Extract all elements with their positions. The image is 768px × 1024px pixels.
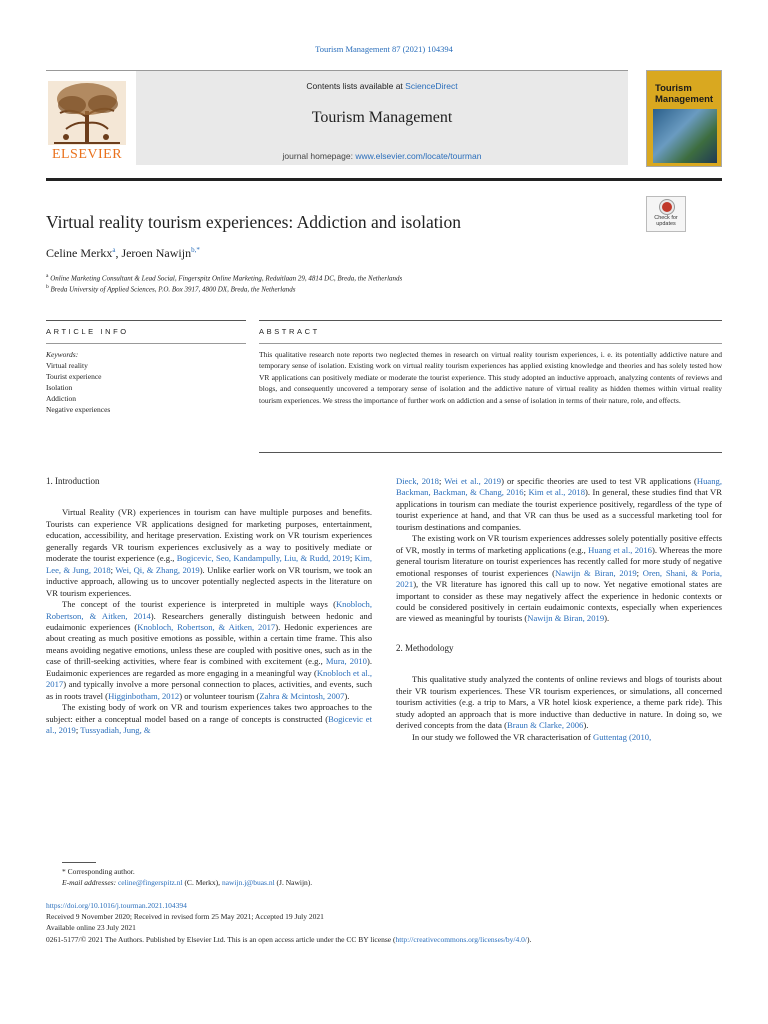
homepage-prefix: journal homepage: (282, 151, 356, 161)
paragraph-text: ). Whereas the more general tourism literature on tourist experiences has recently called for more study of negative emotional responses of tourist experiences ( (396, 544, 723, 578)
abstract-bottom-rule (259, 452, 722, 453)
abstract-rule (259, 320, 722, 321)
paragraph-text: ). (344, 690, 350, 701)
citation-link[interactable]: Kim, Lee, & Jung, 2018 (46, 553, 372, 575)
paragraph-text: ; (523, 487, 529, 498)
keyword: Addiction (46, 394, 76, 403)
body-paragraph (396, 674, 722, 731)
paragraph-text: ). Researchers generally distinguish between hedonic and eudaimonic experiences ( (46, 610, 373, 632)
citation-link[interactable]: Knobloch et al., 2017 (46, 667, 372, 690)
sciencedirect-link[interactable]: ScienceDirect (405, 81, 458, 91)
keywords-label: Keywords: (46, 350, 79, 359)
journal-homepage-link[interactable]: www.elsevier.com/locate/tourman (355, 151, 482, 161)
footnotes (62, 866, 312, 888)
body-column-right (396, 476, 722, 743)
check-for-updates-badge[interactable] (646, 196, 686, 232)
email-owner: (J. Nawijn). (274, 878, 313, 887)
elsevier-wordmark: ELSEVIER (51, 147, 123, 162)
doi-link[interactable]: https://doi.org/10.1016/j.tourman.2021.104394 (46, 901, 187, 910)
email-owner: (C. Merkx), (182, 878, 222, 887)
citation-link[interactable]: Guttentag (2010, (592, 731, 652, 742)
email-label: E-mail addresses: (62, 878, 118, 887)
license-line (46, 934, 726, 945)
paragraph-text: ). Unlike earlier work on VR tourism, we took an inductive approach, allowing us to uncover potentially neglected aspects in the literature on VR tourism experiences. (46, 564, 372, 598)
crossmark-label (647, 215, 685, 227)
body-paragraph (396, 476, 722, 533)
citation-link[interactable]: Huang, Backman, Backman, & Chang, 2016 (396, 476, 722, 498)
paragraph-text: ; (349, 553, 355, 564)
author-list (46, 246, 200, 261)
email-link[interactable]: celine@fingerspitz.nl (117, 878, 183, 887)
paragraph-text: ), the VR literature has ignored this call up to now. Yet negative emotional states are important to consider as these may negatively affect the experience in hedonic contexts or could be considered positively in certain eudaimonic contexts, especially when experiences are viewed as meaningful by tourists ( (396, 579, 722, 624)
body-paragraph (396, 533, 722, 625)
section-heading-methodology: 2. Methodology (396, 642, 454, 653)
citation-link[interactable]: Nawijn & Biran, 2019 (527, 613, 605, 624)
paragraph-text: The existing work on VR tourism experiences addresses solely potentially positive effects of VR, mostly in terms of marketing applications (e.g., (396, 533, 722, 555)
keyword: Isolation (46, 383, 73, 392)
body-paragraph (396, 732, 722, 743)
received-dates: Received 9 November 2020; Received in revised form 25 May 2021; Accepted 19 July 2021 (46, 912, 324, 922)
citation-link[interactable]: Mura, 2010 (325, 656, 367, 667)
author-name[interactable]: Celine Merkx (46, 246, 113, 260)
citation-link[interactable]: Bogicevic, Seo, Kandampully, Liu, & Rudd, 2019 (176, 553, 350, 564)
crossmark-label-line2: updates (656, 221, 676, 227)
body-paragraph (46, 599, 372, 702)
cover-title-line1: Tourism (655, 83, 692, 94)
paragraph-text: ; (110, 564, 116, 575)
citation-link[interactable]: Dieck, 2018 (396, 476, 439, 486)
contents-line (136, 81, 628, 91)
body-column-left (46, 476, 372, 737)
available-online: Available online 23 July 2021 (46, 923, 136, 933)
author-affiliation-mark[interactable]: b,* (191, 246, 200, 254)
section-heading-introduction: 1. Introduction (46, 476, 100, 486)
abstract-heading: ABSTRACT (259, 327, 320, 336)
keyword: Virtual reality (46, 361, 88, 370)
paragraph-text: ). Eudaimonic experiences are regarded as more engaging in a meaningful way ( (46, 656, 372, 678)
citation-link[interactable]: Tussyadiah, Jung, & (80, 725, 151, 736)
affiliation-b (46, 284, 295, 293)
article-title: Virtual reality tourism experiences: Addiction and isolation (46, 212, 461, 232)
citation-link[interactable]: Huang et al., 2016 (588, 544, 652, 555)
license-link[interactable]: http://creativecommons.org/licenses/by/4.0/ (395, 934, 527, 944)
affiliation-text: Online Marketing Consultant & Lead Social, Fingerspitz Online Marketing, Reduitlaan 29, 4814 DC, Breda, the Netherlands (50, 274, 403, 283)
article-metadata (46, 900, 726, 945)
citation-link[interactable]: Zahra & Mcintosh, 2007 (259, 690, 345, 701)
paragraph-text: In our study we followed the VR characterisation of (412, 731, 593, 742)
paragraph-text: ) or volunteer tourism ( (179, 690, 260, 701)
masthead-divider (46, 178, 722, 181)
cover-title (655, 83, 713, 105)
citation-link[interactable]: Bogicevic et al., 2019 (46, 713, 372, 736)
corresponding-author-note: * Corresponding author. (62, 867, 135, 876)
article-info-subrule (46, 343, 246, 344)
paragraph-text: The concept of the tourist experience is interpreted in multiple ways ( (62, 599, 336, 610)
affiliation-mark: a (46, 273, 49, 279)
article-info-rule (46, 320, 246, 321)
paragraph-text: This qualitative study analyzed the contents of online reviews and blogs of tourists about their VR tourism experiences. These VR tourism experiences, or simulations, all concerned tourism activities (e.g. a trip to Mars, a VR hotel kiosk experience, a theme park ride). This study adopted an approach that is more inductive than deductive in nature. In doing so, we derived concepts from the data ( (396, 674, 722, 731)
keyword: Tourist experience (46, 372, 102, 381)
paragraph-text: ). (604, 613, 610, 624)
affiliation-mark: b (46, 284, 49, 290)
article-info-heading: ARTICLE INFO (46, 327, 129, 336)
paragraph-text: ; (438, 476, 445, 486)
author-affiliation-mark[interactable]: a (112, 246, 116, 254)
paragraph-text: ) and typically involve a more personal connection to places, activities, and events, such as in roots travel ( (46, 679, 372, 701)
journal-cover[interactable] (646, 70, 722, 167)
paragraph-text: ). In general, these studies find that VR applications in tourism can mediate the tourist experience positively, regardless of the type of tourist experience at hand, and that VR can thus be used as a successful marketing tool for tourism destinations and companies. (396, 487, 722, 532)
keywords-block (46, 349, 246, 415)
paragraph-text: The existing body of work on VR and tourism experiences takes two approaches to the subject: either a conceptual model based on a range of concepts is constructed ( (46, 702, 372, 724)
abstract-subrule (259, 343, 722, 344)
masthead-banner (136, 71, 628, 165)
keyword: Negative experiences (46, 405, 111, 414)
cover-title-line2: Management (655, 94, 714, 105)
license-text: 0261-5177/© 2021 The Authors. Published by Elsevier Ltd. This is an open access article under the CC BY license ( (46, 934, 396, 944)
paragraph-text: ; (636, 567, 643, 578)
crossmark-label-line1: Check for (654, 215, 678, 221)
citation-link[interactable]: Kim et al., 2018 (528, 487, 586, 498)
contents-prefix: Contents lists available at (306, 81, 406, 91)
citation-link[interactable]: Wei, Qi, & Zhang, 2019 (115, 564, 200, 575)
affiliation-text: Breda University of Applied Sciences, P.O. Box 3917, 4800 DX, Breda, the Netherlands (50, 285, 296, 294)
footnote-rule (62, 862, 96, 863)
elsevier-tree-icon (46, 77, 128, 147)
paragraph-text: ) or specific theories are used to test VR applications ( (501, 476, 697, 486)
citation-link[interactable]: Wei et al., 2019 (444, 476, 502, 486)
citation-link[interactable]: Nawijn & Biran, 2019 (555, 567, 637, 578)
citation-link[interactable]: Knobloch, Robertson, & Aitken, 2014 (46, 599, 372, 621)
email-link[interactable]: nawijn.j@buas.nl (221, 878, 275, 887)
abstract-text: This qualitative research note reports two neglected themes in research on virtual reality tourism experiences, i. e. its potentially addictive nature and temporary sense of isolation. Existing work on virtual reality tourism experiences has applied existing knowledge and theories and has solely tested how VR applications can positively mediate or moderate the tourist experience. This study adopted an inductive approach, analyzing contents of reviews and blogs, and consequently uncovered a temporary sense of isolation and the addictive nature of virtual reality as hidden themes within virtual reality tourism experiences. We stress the importance of further work on addiction and a sense of isolation in terms of their nature, role, and effects. (259, 350, 722, 405)
author-separator: , (115, 246, 122, 260)
cover-image (653, 109, 717, 163)
paragraph-text: ). (583, 720, 589, 731)
body-paragraph (46, 702, 372, 736)
citation-link[interactable]: Braun & Clarke, 2006 (506, 720, 584, 731)
email-addresses (62, 877, 312, 888)
masthead (46, 70, 628, 166)
citation-link[interactable]: Higginbotham, 2012 (108, 690, 180, 701)
elsevier-logo[interactable] (46, 77, 128, 163)
paragraph-text: ). Hedonic experiences are about creating as much positive emotions as possible, within a certain time frame. This also means avoiding negative emotions, unless these are coupled with positive ones, such as in the case of thrill-seeking activities, where fear is combined with excitement (e.g., (46, 621, 373, 667)
journal-reference[interactable]: Tourism Management 87 (2021) 104394 (315, 44, 453, 54)
license-text-end: ). (526, 934, 532, 944)
homepage-line (136, 151, 628, 161)
citation-link[interactable]: Knobloch, Robertson, & Aitken, 2017 (137, 621, 276, 632)
paragraph-text: ; (75, 725, 81, 736)
journal-title: Tourism Management (311, 109, 453, 126)
paragraph-text: Virtual Reality (VR) experiences in tourism can have multiple purposes and benefits. Tourists can experience VR applications designed for marketing purposes, entertainment, education, accessibility, and heritage preservation. Existing work on VR tourism experiences generally regards VR tourism experiences exclusively as a way to positively mediate or moderate the tourist experience (e.g., (46, 507, 372, 564)
crossmark-icon (660, 200, 674, 214)
citation-link[interactable]: Oren, Shani, & Poria, 2021 (396, 567, 722, 590)
body-paragraph (46, 507, 372, 599)
author-name[interactable]: Jeroen Nawijn (121, 246, 192, 260)
affiliation-a (46, 273, 402, 282)
